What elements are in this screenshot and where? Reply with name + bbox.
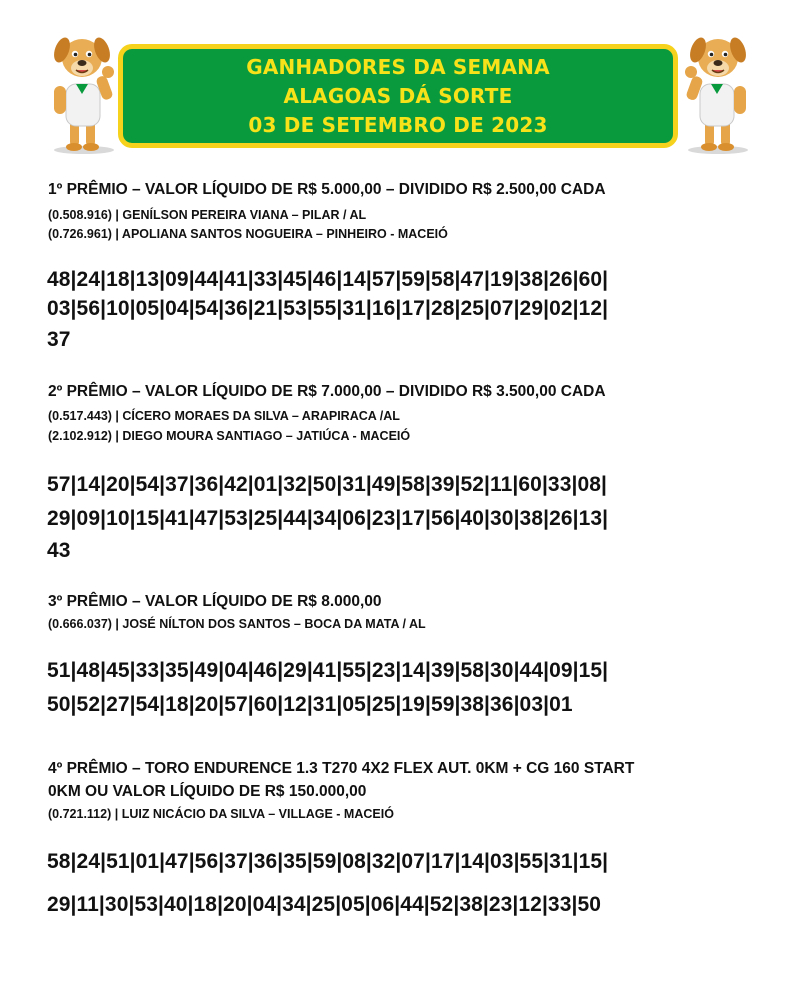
prize-4-numbers-line: 29|11|30|53|40|18|20|04|34|25|05|06|44|52|38|23|12|33|50 bbox=[47, 893, 602, 916]
prize-1-winner: (0.726.961) | APOLIANA SANTOS NOGUEIRA – PINHEIRO - MACEIÓ bbox=[48, 227, 448, 241]
prize-1-numbers-line: 03|56|10|05|04|54|36|21|53|55|31|16|17|28|25|07|29|02|12| bbox=[47, 297, 609, 320]
prize-4-winner: (0.721.112) | LUIZ NICÁCIO DA SILVA – VILLAGE - MACEIÓ bbox=[48, 807, 394, 821]
dog-mascot-icon bbox=[44, 28, 120, 156]
prize-1-heading: 1º PRÊMIO – VALOR LÍQUIDO DE R$ 5.000,00 – DIVIDIDO R$ 2.500,00 CADA bbox=[48, 181, 606, 198]
prize-3-numbers-line: 51|48|45|33|35|49|04|46|29|41|55|23|14|39|58|30|44|09|15| bbox=[47, 659, 609, 682]
prize-1-numbers-line: 37 bbox=[47, 328, 71, 351]
prize-2-heading: 2º PRÊMIO – VALOR LÍQUIDO DE R$ 7.000,00 – DIVIDIDO R$ 3.500,00 CADA bbox=[48, 383, 606, 400]
header-banner bbox=[118, 44, 678, 148]
prize-3-winner: (0.666.037) | JOSÉ NÍLTON DOS SANTOS – BOCA DA MATA / AL bbox=[48, 617, 426, 631]
prize-1-winner: (0.508.916) | GENÍLSON PEREIRA VIANA – PILAR / AL bbox=[48, 208, 367, 222]
prize-2-winner: (0.517.443) | CÍCERO MORAES DA SILVA – ARAPIRACA /AL bbox=[48, 409, 400, 423]
banner-title: GANHADORES DA SEMANA bbox=[246, 54, 550, 79]
prize-4-heading-line: 0KM OU VALOR LÍQUIDO DE R$ 150.000,00 bbox=[48, 783, 367, 800]
prize-2-numbers-line: 43 bbox=[47, 539, 71, 562]
prize-4-heading-line: 4º PRÊMIO – TORO ENDURENCE 1.3 T270 4X2 FLEX AUT. 0KM + CG 160 START bbox=[48, 760, 635, 777]
banner-subtitle: ALAGOAS DÁ SORTE bbox=[283, 83, 513, 108]
dog-mascot-icon bbox=[680, 28, 756, 156]
prize-2-numbers-line: 57|14|20|54|37|36|42|01|32|50|31|49|58|39|52|11|60|33|08| bbox=[47, 473, 607, 496]
prize-2-numbers-line: 29|09|10|15|41|47|53|25|44|34|06|23|17|56|40|30|38|26|13| bbox=[47, 507, 609, 530]
prize-4-numbers-line: 58|24|51|01|47|56|37|36|35|59|08|32|07|17|14|03|55|31|15| bbox=[47, 850, 609, 873]
prize-1-numbers-line: 48|24|18|13|09|44|41|33|45|46|14|57|59|58|47|19|38|26|60| bbox=[47, 268, 609, 291]
prize-3-heading: 3º PRÊMIO – VALOR LÍQUIDO DE R$ 8.000,00 bbox=[48, 593, 382, 610]
prize-2-winner: (2.102.912) | DIEGO MOURA SANTIAGO – JATIÚCA - MACEIÓ bbox=[48, 429, 411, 443]
prize-3-numbers-line: 50|52|27|54|18|20|57|60|12|31|05|25|19|59|38|36|03|01 bbox=[47, 693, 573, 716]
banner-date: 03 DE SETEMBRO DE 2023 bbox=[248, 112, 548, 137]
